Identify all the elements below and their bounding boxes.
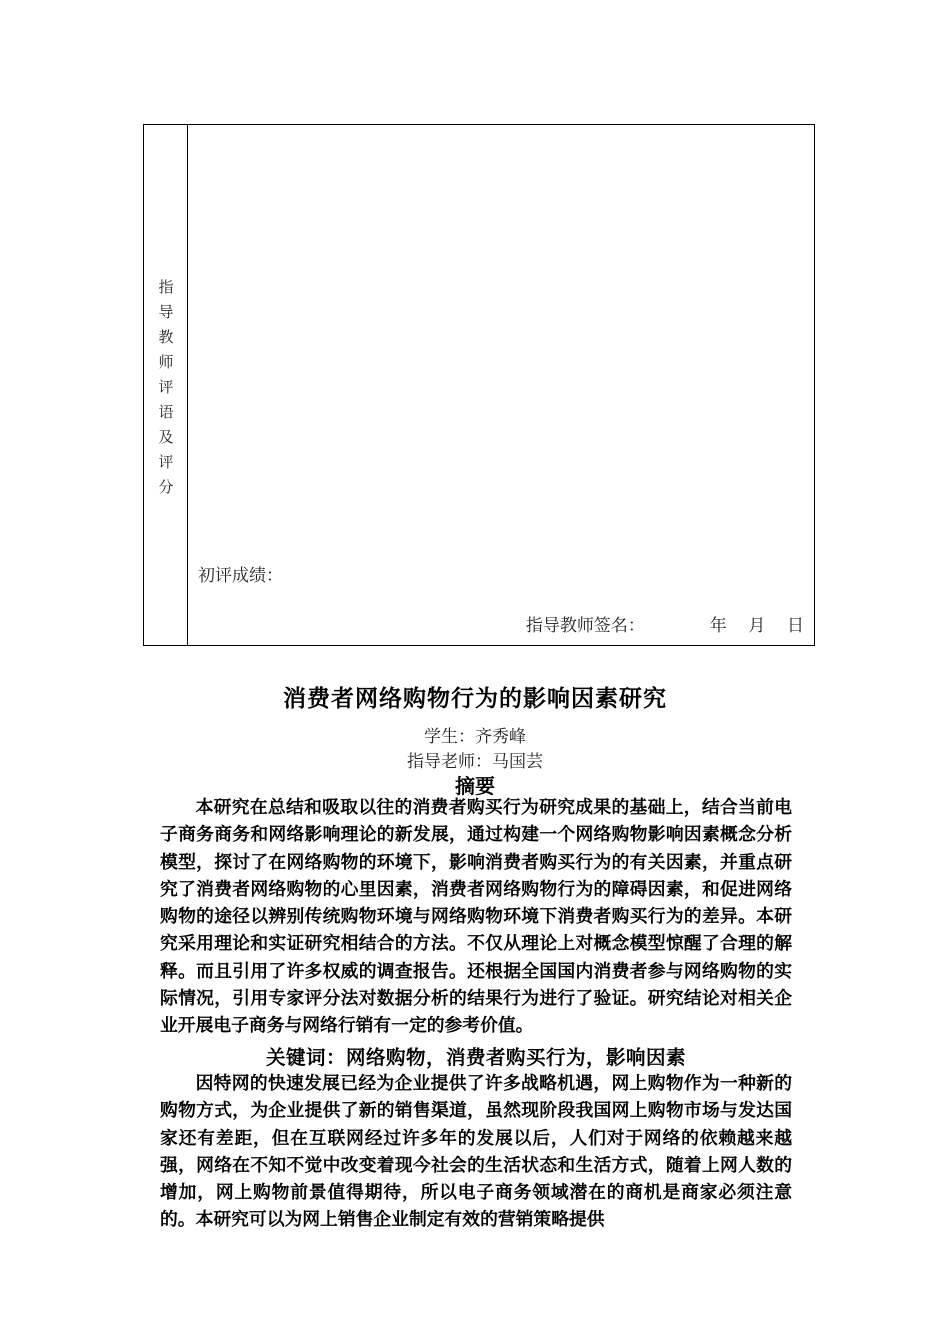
day-label: 日 xyxy=(787,616,804,636)
label-char: 语 xyxy=(158,403,174,421)
label-char: 师 xyxy=(158,353,174,371)
label-char: 教 xyxy=(158,328,174,346)
label-char: 分 xyxy=(158,478,174,496)
month-label: 月 xyxy=(748,616,766,636)
evaluation-label-column xyxy=(144,125,188,645)
advisor-name: 指导老师：马国芸 xyxy=(407,752,543,772)
label-char: 导 xyxy=(158,303,174,321)
evaluation-vertical-label xyxy=(144,275,188,500)
label-char: 及 xyxy=(158,428,174,446)
signature-label: 指导教师签名： xyxy=(525,616,645,636)
advisor-signature-line xyxy=(526,611,804,636)
paper-title: 消费者网络购物行为的影响因素研究 xyxy=(283,685,667,712)
year-label: 年 xyxy=(709,616,727,636)
advisor-evaluation-table xyxy=(143,124,815,646)
keywords-line: 关键词：网络购物，消费者购买行为，影响因素 xyxy=(265,1046,686,1069)
intro-paragraph: 因特网的快速发展已经为企业提供了许多战略机遇，网上购物作为一种新的购物方式，为企业提供了新的销售渠道，虽然现阶段我国网上购物市场与发达国家还有差距，但在互联网经过许多年的发展以后，人们对于网络的依赖越来越强，网络在不知不觉中改变着现今社会的生活状态和生活方式，随着上网人数的增加，网上购物前景值得期待，所以电子商务领域潜在的商机是商家必须注意的。本研究可以为网上销售企业制定有效的营销策略提供 xyxy=(160,1073,792,1231)
label-char: 评 xyxy=(158,378,174,396)
label-char: 指 xyxy=(158,278,174,296)
student-name: 学生：齐秀峰 xyxy=(424,727,526,747)
label-char: 评 xyxy=(158,453,174,471)
initial-score-label: 初评成绩： xyxy=(198,566,283,586)
abstract-paragraph: 本研究在总结和吸取以往的消费者购买行为研究成果的基础上，结合当前电子商务商务和网络影响理论的新发展，通过构建一个网络购物影响因素概念分析模型，探讨了在网络购物的环境下，影响消费者购买行为的有关因素，并重点研究了消费者网络购物的心里因素，消费者网络购物行为的障碍因素，和促进网络购物的途径以辨别传统购物环境与网络购物环境下消费者购买行为的差异。本研究采用理论和实证研究相结合的方法。不仅从理论上对概念模型惊醒了合理的解释。而且引用了许多权威的调查报告。还根据全国国内消费者参与网络购物的实际情况，引用专家评分法对数据分析的结果行为进行了验证。研究结论对相关企业开展电子商务与网络行销有一定的参考价值。 xyxy=(160,797,792,1037)
abstract-heading: 摘要 xyxy=(455,774,495,798)
